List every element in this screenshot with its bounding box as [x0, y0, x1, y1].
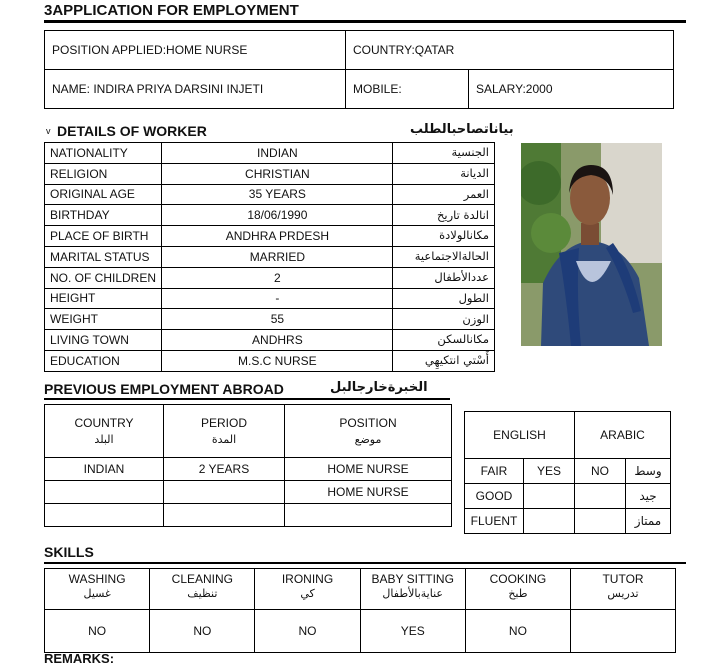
lang-level-arabic: ممتاز [626, 509, 671, 534]
table-row [45, 350, 495, 371]
details-heading: DETAILS OF WORKER [57, 123, 207, 139]
detail-label: BIRTHDAY [45, 205, 162, 226]
detail-value: - [162, 288, 393, 309]
detail-label: LIVING TOWN [45, 330, 162, 351]
skills-rule [44, 562, 686, 564]
skill-value: YES [360, 610, 465, 653]
lang-english [524, 509, 575, 534]
table-row [465, 459, 671, 484]
skill-value: NO [255, 610, 360, 653]
detail-label-arabic: العمر [393, 184, 495, 205]
detail-label-arabic: الديانة [393, 163, 495, 184]
detail-label-arabic: الحالةالاجتماعية [393, 246, 495, 267]
applicant-info-box [44, 30, 674, 109]
detail-label: WEIGHT [45, 309, 162, 330]
detail-label-arabic: الوزن [393, 309, 495, 330]
details-heading-mark: v [46, 126, 51, 136]
detail-label: RELIGION [45, 163, 162, 184]
detail-value: ANDHRA PRDESH [162, 226, 393, 247]
applicant-name: NAME: INDIRA PRIYA DARSINI INJETI [45, 70, 346, 109]
prev-header-period: PERIOD المدة [164, 405, 285, 458]
detail-label-arabic: الطول [393, 288, 495, 309]
table-row [45, 163, 495, 184]
detail-label: MARITAL STATUS [45, 246, 162, 267]
lang-header-arabic: ARABIC [575, 412, 671, 459]
detail-label: HEIGHT [45, 288, 162, 309]
language-table [464, 411, 671, 534]
skills-table [44, 568, 676, 653]
lang-english: YES [524, 459, 575, 484]
detail-label: PLACE OF BIRTH [45, 226, 162, 247]
previous-employment-heading-arabic: الخبرةخارجالبل [330, 380, 428, 395]
prev-header-country: COUNTRY البلد [45, 405, 164, 458]
table-row [45, 246, 495, 267]
detail-value: 2 [162, 267, 393, 288]
table-row [45, 143, 495, 164]
lang-header-english: ENGLISH [465, 412, 575, 459]
salary: SALARY:2000 [469, 70, 674, 109]
lang-english [524, 484, 575, 509]
lang-arabic [575, 484, 626, 509]
details-table [44, 142, 495, 372]
lang-level: FAIR [465, 459, 524, 484]
table-row [45, 504, 452, 527]
detail-label-arabic: انالدة تاريخ [393, 205, 495, 226]
prev-cell [45, 504, 164, 527]
skill-header: IRONING كي [255, 569, 360, 610]
previous-employment-heading: PREVIOUS EMPLOYMENT ABROAD [44, 381, 284, 397]
skill-value [571, 610, 676, 653]
detail-value: INDIAN [162, 143, 393, 164]
lang-arabic: NO [575, 459, 626, 484]
mobile: MOBILE: [346, 70, 469, 109]
skill-value: NO [465, 610, 570, 653]
skill-value: NO [45, 610, 150, 653]
table-row [45, 205, 495, 226]
photo-image [521, 143, 662, 346]
remarks-label: REMARKS: [44, 651, 115, 666]
table-row [45, 458, 452, 481]
lang-level-arabic: جيد [626, 484, 671, 509]
applicant-photo [521, 143, 662, 346]
table-row [45, 481, 452, 504]
skill-header: BABY SITTING عنايةبالأطفال [360, 569, 465, 610]
detail-value: ANDHRS [162, 330, 393, 351]
detail-label-arabic: عددالأطفال [393, 267, 495, 288]
detail-value: CHRISTIAN [162, 163, 393, 184]
prev-cell: 2 YEARS [164, 458, 285, 481]
detail-label: NATIONALITY [45, 143, 162, 164]
prev-cell [164, 504, 285, 527]
prev-cell: HOME NURSE [285, 481, 452, 504]
lang-level: GOOD [465, 484, 524, 509]
skill-header: COOKING طبخ [465, 569, 570, 610]
skill-header: WASHING غسيل [45, 569, 150, 610]
table-row [465, 509, 671, 534]
table-row [45, 267, 495, 288]
detail-label-arabic: الجنسية [393, 143, 495, 164]
table-row [45, 309, 495, 330]
lang-level: FLUENT [465, 509, 524, 534]
detail-label-arabic: أَسْتي انتكيهِي [393, 350, 495, 371]
details-heading-arabic: بياناتصاحبالطلب [410, 122, 514, 137]
skill-header: TUTOR تدريس [571, 569, 676, 610]
title-rule [44, 20, 686, 23]
prev-cell: INDIAN [45, 458, 164, 481]
detail-value: 18/06/1990 [162, 205, 393, 226]
prev-cell: HOME NURSE [285, 458, 452, 481]
lang-arabic [575, 509, 626, 534]
position-applied: POSITION APPLIED:HOME NURSE [45, 31, 346, 70]
table-row [45, 288, 495, 309]
table-row [45, 610, 676, 653]
detail-value: 35 YEARS [162, 184, 393, 205]
table-row [45, 184, 495, 205]
detail-label: EDUCATION [45, 350, 162, 371]
table-row [45, 226, 495, 247]
detail-value: 55 [162, 309, 393, 330]
prev-cell [285, 504, 452, 527]
detail-label: NO. OF CHILDREN [45, 267, 162, 288]
skill-header: CLEANING تنظيف [150, 569, 255, 610]
detail-label-arabic: مكانالسكن [393, 330, 495, 351]
previous-employment-table [44, 404, 452, 527]
prev-cell [45, 481, 164, 504]
previous-employment-rule [44, 398, 450, 400]
detail-value: M.S.C NURSE [162, 350, 393, 371]
country: COUNTRY:QATAR [346, 31, 674, 70]
prev-header-position: POSITION موضع [285, 405, 452, 458]
skill-value: NO [150, 610, 255, 653]
detail-label-arabic: مكانالولادة [393, 226, 495, 247]
table-row [45, 330, 495, 351]
detail-value: MARRIED [162, 246, 393, 267]
document-title: 3APPLICATION FOR EMPLOYMENT [44, 2, 299, 19]
table-row [465, 484, 671, 509]
skills-heading: SKILLS [44, 544, 94, 560]
detail-label: ORIGINAL AGE [45, 184, 162, 205]
prev-cell [164, 481, 285, 504]
lang-level-arabic: وسط [626, 459, 671, 484]
